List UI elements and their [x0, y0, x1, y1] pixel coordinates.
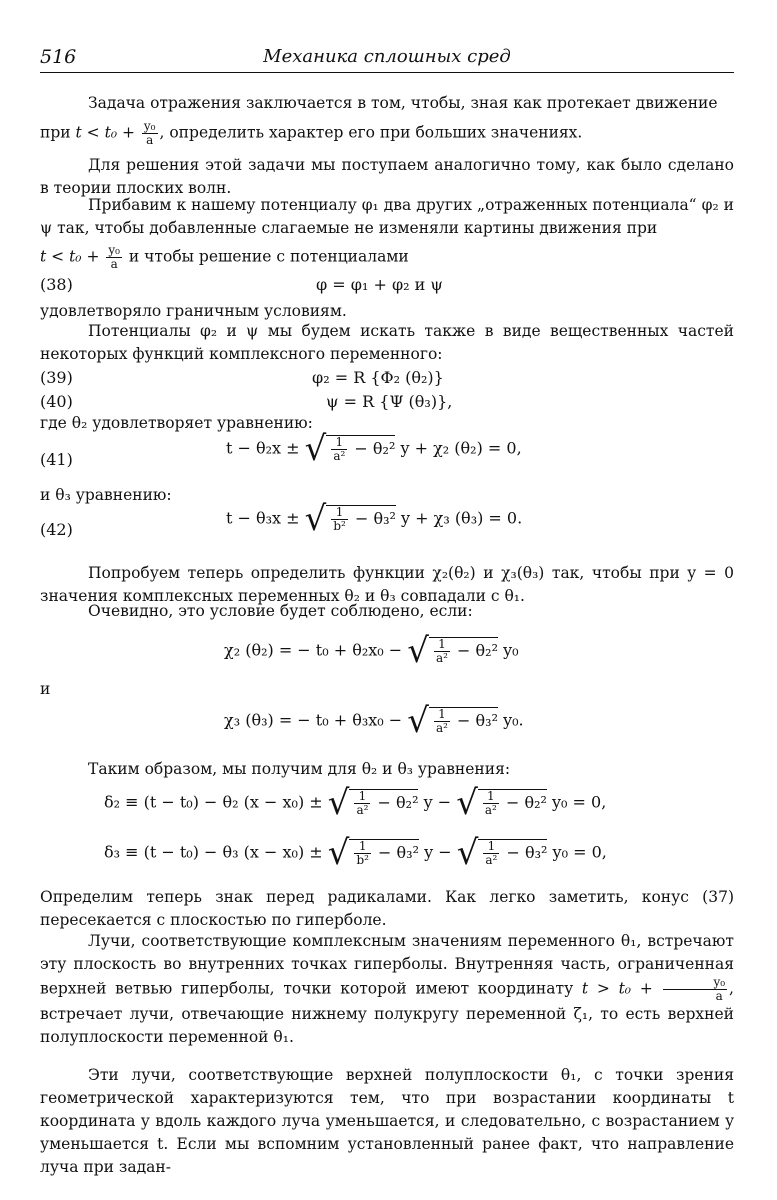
equation-delta3: δ₃ ≡ (t − t₀) − θ₃ (x − x₀) ± √ $\frac{1}{\text{b²}}$ − θ₃² y − √ $\frac{1}{\text{a²}}$ − θ₃² y₀ = 0,	[104, 833, 607, 873]
paragraph-12: Определим теперь знак перед радикалами. Как легко заметить, конус (37) пересекается с плоскостью по гиперболе.	[40, 888, 734, 929]
paragraph-3: Прибавим к нашему потенциалу φ₁ два других „отраженных потенциала“ φ₂ и ψ так, чтобы добавленные слагаемые не изменяли картины движения при	[40, 196, 734, 237]
page-header	[40, 44, 734, 73]
paragraph-1-line-1: Задача отражения заключается в том, чтобы, зная как протекает движение	[88, 94, 718, 112]
equation-40: ψ = R {Ψ (θ₃)},	[326, 392, 453, 411]
equation-39: φ₂ = R {Φ₂ (θ₂)}	[312, 368, 444, 387]
paragraph-9: Очевидно, это условие будет соблюдено, если:	[88, 602, 473, 620]
equation-chi2: χ₂ (θ₂) = − t₀ + θ₂x₀ − √ $\frac{1}{\text{a²}}$ − θ₂² y₀	[224, 631, 519, 671]
equation-number-38: (38)	[40, 275, 73, 294]
equation-number-40: (40)	[40, 392, 73, 411]
equation-number-39: (39)	[40, 368, 73, 387]
paragraph-10: и	[40, 680, 51, 698]
equation-number-42: (42)	[40, 520, 73, 539]
equation-41: t − θ₂x ± √ $\frac{1}{\text{a²}}$ − θ₂² y + χ₂ (θ₂) = 0,	[226, 429, 522, 469]
paragraph-6: где θ₂ удовлетворяет уравнению:	[40, 414, 313, 432]
paragraph-13: Лучи, соответствующие комплексным значениям переменного θ₁, встречают эту плоскость во внутренних точках гиперболы. Внутренняя часть, ограниченная верхней ветвью гиперболы, точки которой имеют координату t > t₀ + $\frac{\text{y₀}}{a}$ , встречает лучи, отвечающие нижнему полукругу переменной ζ₁, то есть верхней полуплоскости переменной θ₁.	[40, 932, 734, 1046]
running-title: Механика сплошных сред	[263, 46, 511, 67]
paragraph-14: Эти лучи, соответствующие верхней полуплоскости θ₁, с точки зрения геометрической характеризуются тем, что при возрастании координаты t координата y вдоль каждого луча уменьшается, и следовательно, с возрастанием y уменьшается t. Если мы вспомним установленный ранее факт, что направление луча при задан-	[40, 1066, 734, 1176]
fraction: $\frac{\text{y₀}}{a}$	[663, 976, 727, 1003]
paragraph-4: удовлетворяло граничным условиям.	[40, 302, 347, 320]
paragraph-1-line-2: при t < t₀ + $\frac{\text{y₀}}{a}$ , определить характер его при больших значениях.	[40, 119, 583, 147]
paragraph-7: и θ₃ уравнению:	[40, 486, 172, 504]
page-number: 516	[40, 46, 77, 68]
paragraph-5: Потенциалы φ₂ и ψ мы будем искать также в виде вещественных частей некоторых функций комплексного переменного:	[40, 322, 734, 363]
fraction: $\frac{\text{y₀}}{a}$	[108, 243, 120, 271]
paragraph-11: Таким образом, мы получим для θ₂ и θ₃ уравнения:	[88, 760, 511, 778]
equation-delta2: δ₂ ≡ (t − t₀) − θ₂ (x − x₀) ± √ $\frac{1}{\text{a²}}$ − θ₂² y − √ $\frac{1}{\text{a²}}$ − θ₂² y₀ = 0,	[104, 783, 607, 823]
paragraph-2: Для решения этой задачи мы поступаем аналогично тому, как было сделано в теории плоских волн.	[40, 156, 734, 197]
paragraph-8: Попробуем теперь определить функции χ₂(θ₂) и χ₃(θ₃) так, чтобы при y = 0 значения комплексных переменных θ₂ и θ₃ совпадали с θ₁.	[40, 564, 734, 605]
equation-42: t − θ₃x ± √ $\frac{1}{\text{b²}}$ − θ₃² y + χ₃ (θ₃) = 0.	[226, 499, 523, 539]
equation-chi3: χ₃ (θ₃) = − t₀ + θ₃x₀ − √ $\frac{1}{\text{a²}}$ − θ₃² y₀.	[224, 701, 524, 741]
equation-number-41: (41)	[40, 450, 73, 469]
paragraph-3-line-3: t < t₀ + $\frac{\text{y₀}}{a}$ и чтобы решение с потенциалами	[40, 243, 409, 271]
equation-38: φ = φ₁ + φ₂ и ψ	[316, 275, 443, 294]
fraction: $\frac{\text{y₀}}{a}$	[143, 119, 156, 147]
